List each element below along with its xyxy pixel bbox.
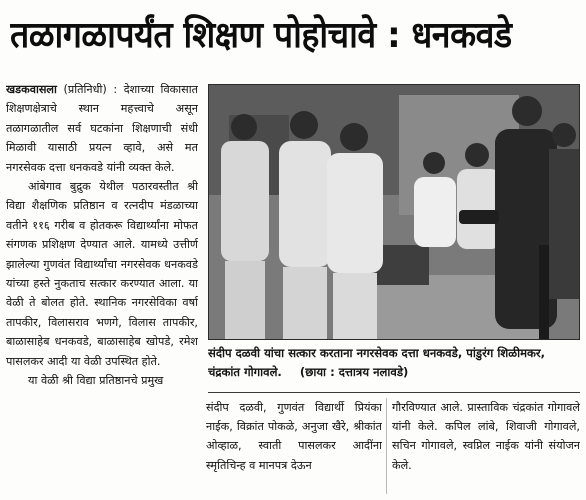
dateline-place: खडकवासला [6,83,57,96]
article-middle-column: संदीप दळवी, गुणवंत विद्यार्थी प्रियंका नाईक, विक्रांत पोकळे, अनुजा खैरे, श्रीकांत ओव्हाळ, स्वाती पासलकर आदींना स्मृतिचिन्ह व मानपत्र देऊन [206,401,382,472]
photo-credit: (छाया : दत्तात्रय नलावडे) [299,365,409,379]
headline: तळागळापर्यंत शिक्षण पोहोचावे : धनकवडे [10,15,512,56]
article-paragraph-1-text: : देशाच्या विकासात शिक्षणक्षेत्राचे स्थान महत्त्वाचे असून तळागळातील सर्व घटकांना शिक्षणाची संधी मिळावी यासाठी प्रयत्न व्हावे, असे मत नगरसेवक दत्ता धनकवडे यांनी व्यक्त केले. [6,83,198,174]
article-left-column [6,80,198,496]
article-right-column: गौरविण्यात आले. प्रास्ताविक चंद्रकांत गोगावले यांनी केले. कपिल लांबे, शिवाजी गोगावले, सचिन गोगावले, स्वप्निल नाईक यांनी संयोजन केले. [392,401,580,472]
photo-scene [209,85,580,340]
article-paragraph-1 [6,80,198,177]
news-photo [208,84,580,340]
photo-caption [208,344,580,388]
column-divider [386,398,387,494]
article-paragraph-3: या वेळी श्री विद्या प्रतिष्ठानचे प्रमुख [28,374,164,388]
caption-divider [208,392,580,393]
article-paragraph-2: आंबेगाव बुद्रुक येथील पठारवस्तीत श्री विद्या शैक्षणिक प्रतिष्ठान व रत्नदीप मंडळाच्या वतीने ११६ गरीब व होतकरू विद्यार्थ्यांना मोफत संगणक प्रशिक्षण देण्यात आले. यामध्ये उत्तीर्ण झालेल्या गुणवंत विद्यार्थ्यांचा नगरसेवक धनकवडे यांच्या हस्ते नुकताच सत्कार करण्यात आला. या वेळी ते बोलत होते. स्थानिक नगरसेविका वर्षा तापकीर, विलासराव भणगे, विलास तापकीर, बाळासाहेब धनकवडे, बाळासाहेब खोपडे, रमेश पासलकर आदी या वेळी उपस्थित होते. [6,180,198,368]
photo-caption-text: संदीप दळवी यांचा सत्कार करताना नगरसेवक दत्ता धनकवडे, पांडुरंग शिळीमकर, चंद्रकांत गोगावले. [208,346,546,379]
dateline-tag: (प्रतिनिधी) [63,83,107,96]
